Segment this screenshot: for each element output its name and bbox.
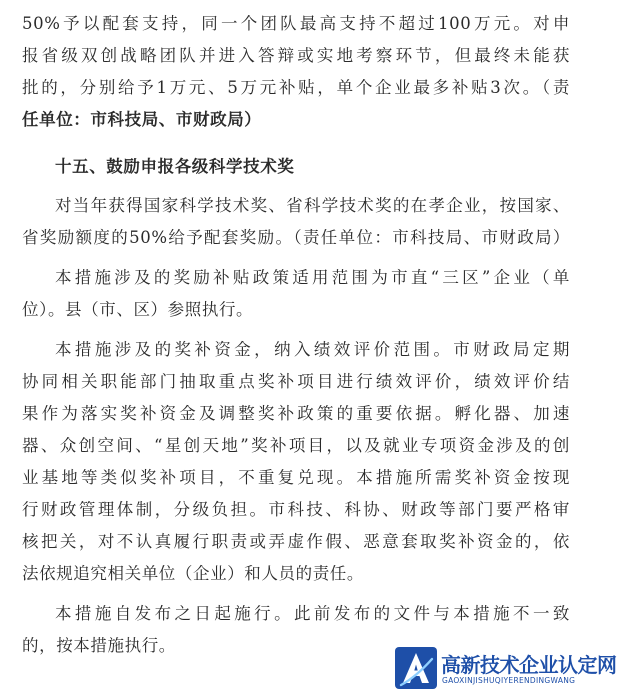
- watermark-title: 高新技术企业认定网: [441, 653, 617, 677]
- site-watermark: [395, 645, 617, 694]
- text-line: 任单位：市科技局、市财政局）: [22, 110, 262, 129]
- section-heading-block: [22, 151, 570, 183]
- text-line: 对当年获得国家科学技术奖、省科学技术奖的在孝企业，按国家、: [55, 196, 570, 215]
- text-line: 报省级双创战略团队并进入答辩或实地考察环节，但最终未能获: [22, 46, 570, 65]
- text-line: 本措施涉及的奖励补贴政策适用范围为市直“三区”企业（单: [55, 268, 570, 287]
- text-line: 位）。县（市、区）参照执行。: [22, 300, 254, 319]
- paragraph-continuation: [22, 8, 570, 136]
- text-line: 法依规追究相关单位（企业）和人员的责任。: [22, 564, 364, 583]
- paragraph-science-award: [22, 190, 570, 254]
- watermark-subtitle: GAOXINJISHUQIYERENDINGWANG: [442, 676, 576, 685]
- text-line: 的，按本措施执行。: [22, 636, 176, 655]
- text-line: 业基地等类似奖补项目，不重复兑现。本措施所需奖补资金按现: [22, 468, 570, 487]
- text-line: 省奖励额度的50%给予配套奖励。（责任单位：市科技局、市财政局）: [22, 228, 570, 247]
- paragraph-scope: [22, 262, 570, 326]
- text-line: 器、众创空间、“星创天地”奖补项目，以及就业专项资金涉及的创: [22, 436, 570, 455]
- paragraph-funds: [22, 334, 570, 590]
- text-line: 行财政管理体制，分级负担。市科技、科协、财政等部门要严格审: [22, 500, 570, 519]
- text-line: 协同相关职能部门抽取重点奖补项目进行绩效评价，绩效评价结: [22, 372, 570, 391]
- text-line: 果作为落实奖补资金及调整奖补政策的重要依据。孵化器、加速: [22, 404, 570, 423]
- section-heading: 十五、鼓励申报各级科学技术奖: [55, 157, 295, 176]
- letter-a-logo-icon: [395, 647, 437, 689]
- text-line: 本措施自发布之日起施行。此前发布的文件与本措施不一致: [55, 604, 570, 623]
- text-line: 核把关，对不认真履行职责或弄虚作假、恶意套取奖补资金的，依: [22, 532, 570, 551]
- text-line: 50%予以配套支持，同一个团队最高支持不超过100万元。对申: [22, 14, 570, 33]
- text-line: 本措施涉及的奖补资金，纳入绩效评价范围。市财政局定期: [55, 340, 570, 359]
- text-line: 批的，分别给予1万元、5万元补贴，单个企业最多补贴3次。（责: [22, 78, 570, 97]
